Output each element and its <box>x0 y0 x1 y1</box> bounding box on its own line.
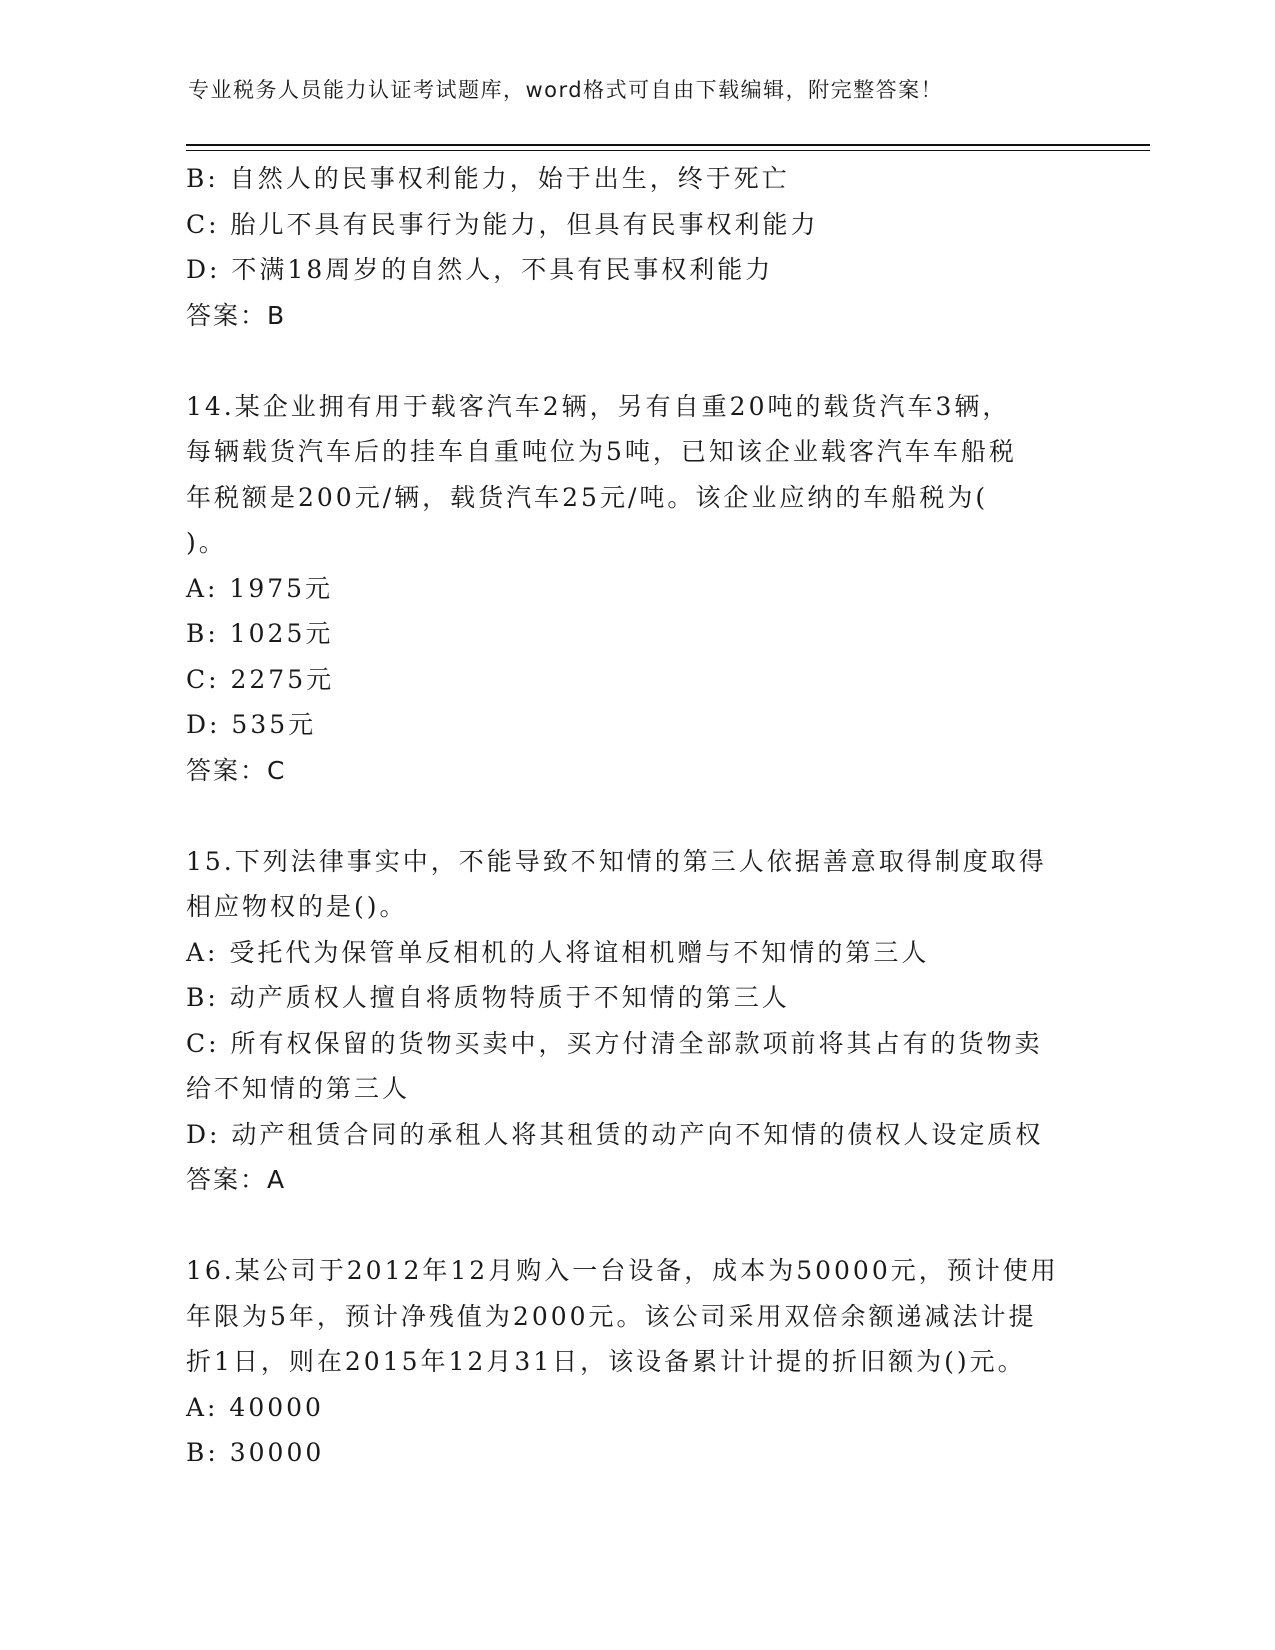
answer-line: 答案：B <box>186 300 287 330</box>
question-stem-line: 相应物权的是()。 <box>186 892 408 921</box>
header-rule-thin <box>186 150 1150 151</box>
option-c: C: 2275元 <box>186 664 335 694</box>
question-stem-line: )。 <box>186 528 227 557</box>
option-d: D: 535元 <box>186 710 317 739</box>
option-d: D: 不满18周岁的自然人，不具有民事权利能力 <box>186 255 774 284</box>
option-a: A: 1975元 <box>186 573 334 603</box>
question-stem-line: 16.某公司于2012年12月购入一台设备，成本为50000元，预计使用 <box>186 1256 1059 1285</box>
option-c-continued: 给不知情的第三人 <box>186 1074 411 1103</box>
question-stem-line: 14.某企业拥有用于载客汽车2辆，另有自重20吨的载货汽车3辆， <box>186 391 1011 421</box>
question-stem-line: 折1日，则在2015年12月31日，该设备累计计提的折旧额为()元。 <box>186 1347 1026 1376</box>
spacer <box>186 1203 1086 1249</box>
question-stem-line: 每辆载货汽车后的挂车自重吨位为5吨，已知该企业载客汽车车船税 <box>186 437 1017 466</box>
option-b: B: 动产质权人擅自将质物特质于不知情的第三人 <box>186 983 790 1012</box>
option-c: C: 所有权保留的货物买卖中，买方付清全部款项前将其占有的货物卖 <box>186 1028 1043 1058</box>
option-a: A: 40000 <box>186 1392 324 1422</box>
option-b: B: 1025元 <box>186 619 334 648</box>
header-rule-thick <box>186 144 1150 146</box>
option-a: A: 受托代为保管单反相机的人将谊相机赠与不知情的第三人 <box>186 937 930 967</box>
question-16 <box>186 1248 1086 1476</box>
option-b: B: 30000 <box>186 1438 325 1467</box>
question-15 <box>186 839 1086 1203</box>
option-b: B: 自然人的民事权利能力，始于出生，终于死亡 <box>186 164 790 193</box>
question-stem-line: 年限为5年，预计净残值为2000元。该公司采用双倍余额递减法计提 <box>186 1301 1037 1331</box>
spacer <box>186 793 1086 839</box>
question-14 <box>186 384 1086 794</box>
answer-line: 答案：A <box>186 1165 287 1194</box>
option-c: C: 胎儿不具有民事行为能力，但具有民事权利能力 <box>186 209 819 239</box>
page-header: 专业税务人员能力认证考试题库，word格式可自由下载编辑，附完整答案！ <box>188 78 944 102</box>
option-d: D: 动产租赁合同的承租人将其租赁的动产向不知情的债权人设定质权 <box>186 1119 1044 1149</box>
question-content <box>186 156 1086 1476</box>
answer-line: 答案：C <box>186 755 287 785</box>
question-stem-line: 年税额是200元/辆，载货汽车25元/吨。该企业应纳的车船税为( <box>186 482 989 512</box>
spacer <box>186 338 1086 384</box>
question-13-continued <box>186 156 1086 338</box>
question-stem-line: 15.下列法律事实中，不能导致不知情的第三人依据善意取得制度取得 <box>186 846 1047 876</box>
